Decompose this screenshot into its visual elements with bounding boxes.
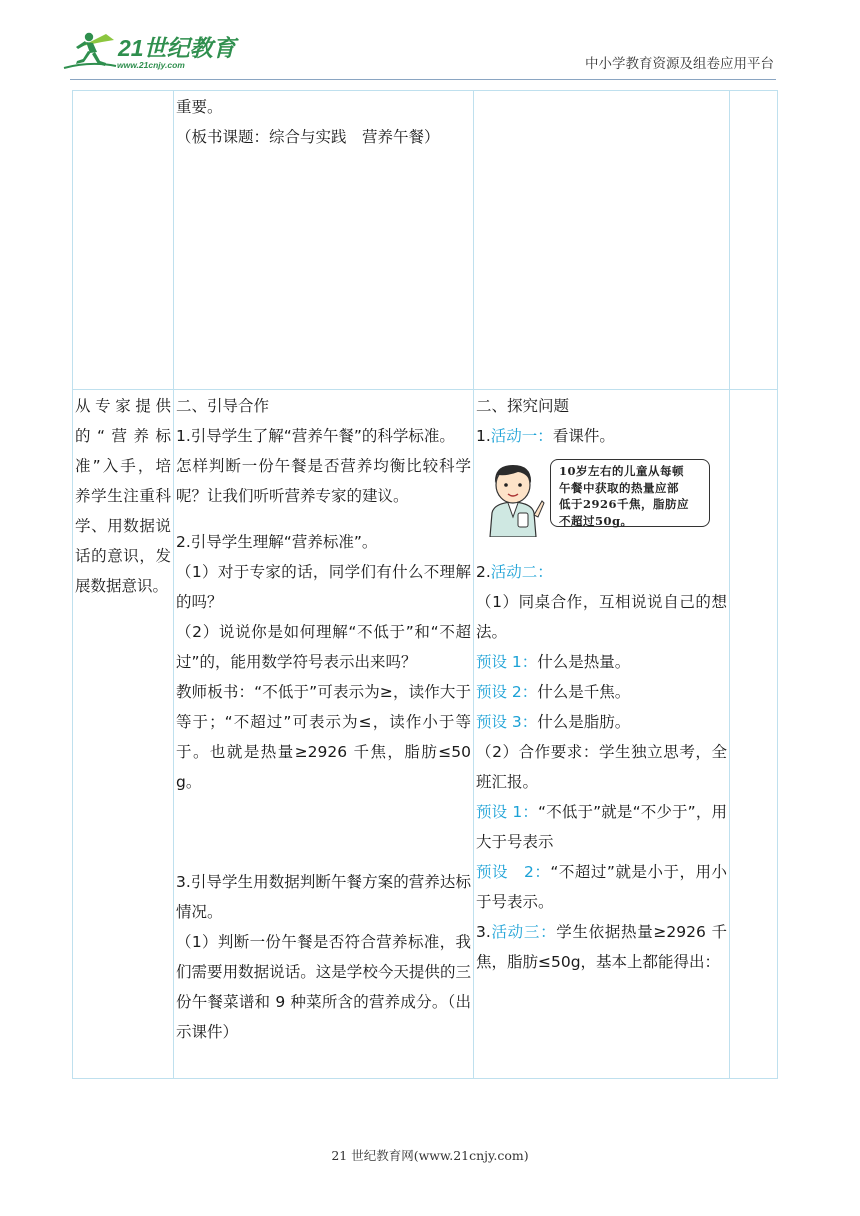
page-header bbox=[0, 0, 860, 90]
activity-label: 活动一： bbox=[490, 427, 553, 445]
bubble-line: 不超过50g。 bbox=[559, 513, 633, 528]
paragraph: （2）合作要求：学生独立思考，全班汇报。 bbox=[476, 743, 727, 791]
header-divider bbox=[70, 79, 776, 80]
design-intent-cell bbox=[73, 390, 174, 1079]
activity-number: 1. bbox=[476, 427, 491, 445]
teacher-cartoon-icon bbox=[478, 457, 548, 537]
preset-label: 预设 3： bbox=[476, 713, 538, 731]
paragraph: （2）说说你是如何理解“不低于”和“不超过”的，能用数学符号表示出来吗？ bbox=[176, 623, 471, 671]
student-activity-cell bbox=[474, 390, 730, 1079]
activity-label: 活动三： bbox=[490, 923, 557, 941]
preset-item bbox=[476, 797, 727, 857]
activity-label: 活动二： bbox=[490, 563, 553, 581]
design-intent-text: 从专家提供的“营养标准”入手，培养学生注重科学、用数据说话的意识，发展数据意识。 bbox=[75, 397, 171, 595]
paragraph: 教师板书：“不低于”可表示为≥，读作大于等于；“不超过”可表示为≤，读作小于等于。也就是热量≥2926 千焦，脂肪≤50 g。 bbox=[176, 683, 471, 791]
notes-cell bbox=[730, 91, 778, 390]
spacer bbox=[176, 797, 471, 867]
paragraph: 怎样判断一份午餐是否营养均衡比较科学呢？让我们听听营养专家的建议。 bbox=[176, 457, 471, 505]
paragraph: 1.引导学生了解“营养午餐”的科学标准。 bbox=[176, 427, 455, 445]
teacher-activity-cell bbox=[174, 91, 474, 390]
paragraph: 2.引导学生理解“营养标准”。 bbox=[176, 533, 378, 551]
paragraph: 重要。 bbox=[176, 98, 223, 116]
student-activity-cell bbox=[474, 91, 730, 390]
expert-illustration bbox=[478, 457, 728, 539]
preset-label: 预设 2： bbox=[476, 863, 551, 881]
activity-3 bbox=[476, 917, 727, 977]
preset-text: “不低于”就是“不少于”，用大于号表示 bbox=[476, 803, 727, 851]
paragraph: 3.引导学生用数据判断午餐方案的营养达标情况。 bbox=[176, 873, 471, 921]
preset-text: 什么是千焦。 bbox=[537, 683, 631, 701]
table-row bbox=[73, 390, 778, 1079]
preset-text: 什么是脂肪。 bbox=[537, 713, 631, 731]
preset-label: 预设 1： bbox=[476, 803, 539, 821]
paragraph: （1）对于专家的话，同学们有什么不理解的吗？ bbox=[176, 563, 471, 611]
bubble-line: 10岁左右的儿童从每顿 bbox=[559, 464, 685, 478]
paragraph: （1）同桌合作，互相说说自己的想法。 bbox=[476, 593, 727, 641]
preset-text: “不超过”就是小于，用小于号表示。 bbox=[476, 863, 727, 911]
preset-item bbox=[476, 857, 727, 917]
activity-number: 2. bbox=[476, 563, 491, 581]
activity-2 bbox=[476, 557, 727, 587]
bubble-line: 低于2926千焦，脂肪应 bbox=[559, 497, 690, 511]
table-row bbox=[73, 91, 778, 390]
preset-item bbox=[476, 647, 727, 677]
notes-cell bbox=[730, 390, 778, 1079]
logo-text: 21世纪教育 bbox=[118, 35, 236, 61]
lesson-plan-table bbox=[72, 90, 778, 1079]
speech-bubble bbox=[550, 459, 710, 527]
running-figure-logo-icon bbox=[62, 28, 120, 74]
teacher-activity-cell bbox=[174, 390, 474, 1079]
activity-number: 3. bbox=[476, 923, 491, 941]
board-title: （板书课题：综合与实践 营养午餐） bbox=[176, 128, 440, 146]
design-intent-cell bbox=[73, 91, 174, 390]
preset-label: 预设 2： bbox=[476, 683, 538, 701]
preset-item bbox=[476, 677, 727, 707]
logo-url: www.21cnjy.com bbox=[117, 60, 185, 70]
activity-text: 学生依据热量≥2926 千焦，脂肪≤50g，基本上都能得出： bbox=[476, 923, 727, 971]
preset-item bbox=[476, 707, 727, 737]
section-heading: 二、引导合作 bbox=[176, 397, 270, 415]
section-heading: 二、探究问题 bbox=[476, 397, 570, 415]
activity-text: 看课件。 bbox=[552, 427, 615, 445]
preset-label: 预设 1： bbox=[476, 653, 538, 671]
activity-1 bbox=[476, 421, 727, 451]
bubble-line: 午餐中获取的热量应部 bbox=[559, 480, 679, 495]
platform-name: 中小学教育资源及组卷应用平台 bbox=[585, 56, 774, 72]
preset-text: 什么是热量。 bbox=[537, 653, 631, 671]
paragraph: （1）判断一份午餐是否符合营养标准，我们需要用数据说话。这是学校今天提供的三份午餐菜谱和 9 种菜所含的营养成分。（出示课件） bbox=[176, 933, 471, 1041]
site-logo[interactable] bbox=[62, 28, 236, 74]
page-footer: 21 世纪教育网(www.21cnjy.com) bbox=[331, 1148, 529, 1163]
